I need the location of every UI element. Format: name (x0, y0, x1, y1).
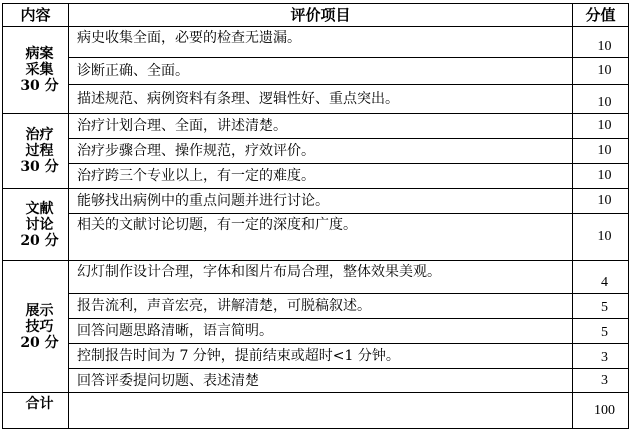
item-text: 诊断正确、全面。 (69, 58, 573, 85)
score-value: 3 (573, 369, 629, 393)
evaluation-table (2, 3, 629, 429)
table-row (3, 114, 629, 139)
category-line: 20 分 (20, 334, 59, 351)
table-row (3, 319, 629, 344)
item-text: 能够找出病例中的重点问题并进行讨论。 (69, 189, 573, 214)
score-value: 10 (573, 164, 629, 189)
category-line: 治疗 (25, 127, 54, 143)
table-row (3, 27, 629, 58)
header-row (3, 4, 629, 27)
score-value: 10 (573, 58, 629, 85)
score-value: 3 (573, 344, 629, 369)
category-line: 展示 (25, 302, 54, 319)
table-row (3, 189, 629, 214)
table-row (3, 58, 629, 85)
score-value: 10 (573, 85, 629, 114)
category-cell-treatment (3, 114, 69, 189)
item-text: 治疗计划合理、全面，讲述清楚。 (69, 114, 573, 139)
category-cell-literature (3, 189, 69, 261)
score-value: 5 (573, 294, 629, 319)
table-row (3, 369, 629, 393)
item-text: 幻灯制作设计合理，字体和图片布局合理，整体效果美观。 (69, 261, 573, 294)
category-line: 采集 (25, 62, 54, 78)
category-cell-presentation (3, 261, 69, 393)
score-value: 10 (573, 139, 629, 164)
item-text: 描述规范、病例资料有条理、逻辑性好、重点突出。 (69, 85, 573, 114)
table-row (3, 214, 629, 261)
item-text: 相关的文献讨论切题，有一定的深度和广度。 (69, 214, 573, 261)
category-line: 过程 (25, 143, 54, 159)
table-row (3, 294, 629, 319)
category-line: 讨论 (25, 216, 54, 233)
category-line: 30 分 (20, 159, 59, 175)
category-line: 文献 (25, 200, 54, 217)
category-line: 技巧 (25, 318, 54, 335)
score-value: 10 (573, 114, 629, 139)
score-value: 5 (573, 319, 629, 344)
category-line: 30 分 (20, 78, 59, 94)
item-text: 治疗步骤合理、操作规范，疗效评价。 (69, 139, 573, 164)
item-text: 报告流利，声音宏亮，讲解清楚，可脱稿叙述。 (69, 294, 573, 319)
score-value: 10 (573, 27, 629, 58)
total-score: 100 (573, 393, 629, 429)
table-row (3, 164, 629, 189)
item-text: 回答问题思路清晰，语言简明。 (69, 319, 573, 344)
total-text (69, 393, 573, 429)
score-value: 10 (573, 189, 629, 214)
header-category: 内容 (3, 4, 69, 27)
score-value: 4 (573, 261, 629, 294)
table-row (3, 261, 629, 294)
item-text: 治疗跨三个专业以上，有一定的难度。 (69, 164, 573, 189)
item-text: 病史收集全面，必要的检查无遗漏。 (69, 27, 573, 58)
header-score: 分值 (573, 4, 629, 27)
item-text: 回答评委提问切题、表述清楚 (69, 369, 573, 393)
item-text: 控制报告时间为 7 分钟，提前结束或超时<1 分钟。 (69, 344, 573, 369)
category-line: 病案 (25, 46, 54, 62)
table-row (3, 85, 629, 114)
table-row (3, 139, 629, 164)
score-value: 10 (573, 214, 629, 261)
header-item: 评价项目 (69, 4, 573, 27)
table-row (3, 344, 629, 369)
total-row (3, 393, 629, 429)
category-cell-case-collection (3, 27, 69, 114)
total-label: 合计 (3, 393, 69, 429)
category-line: 20 分 (20, 232, 59, 249)
